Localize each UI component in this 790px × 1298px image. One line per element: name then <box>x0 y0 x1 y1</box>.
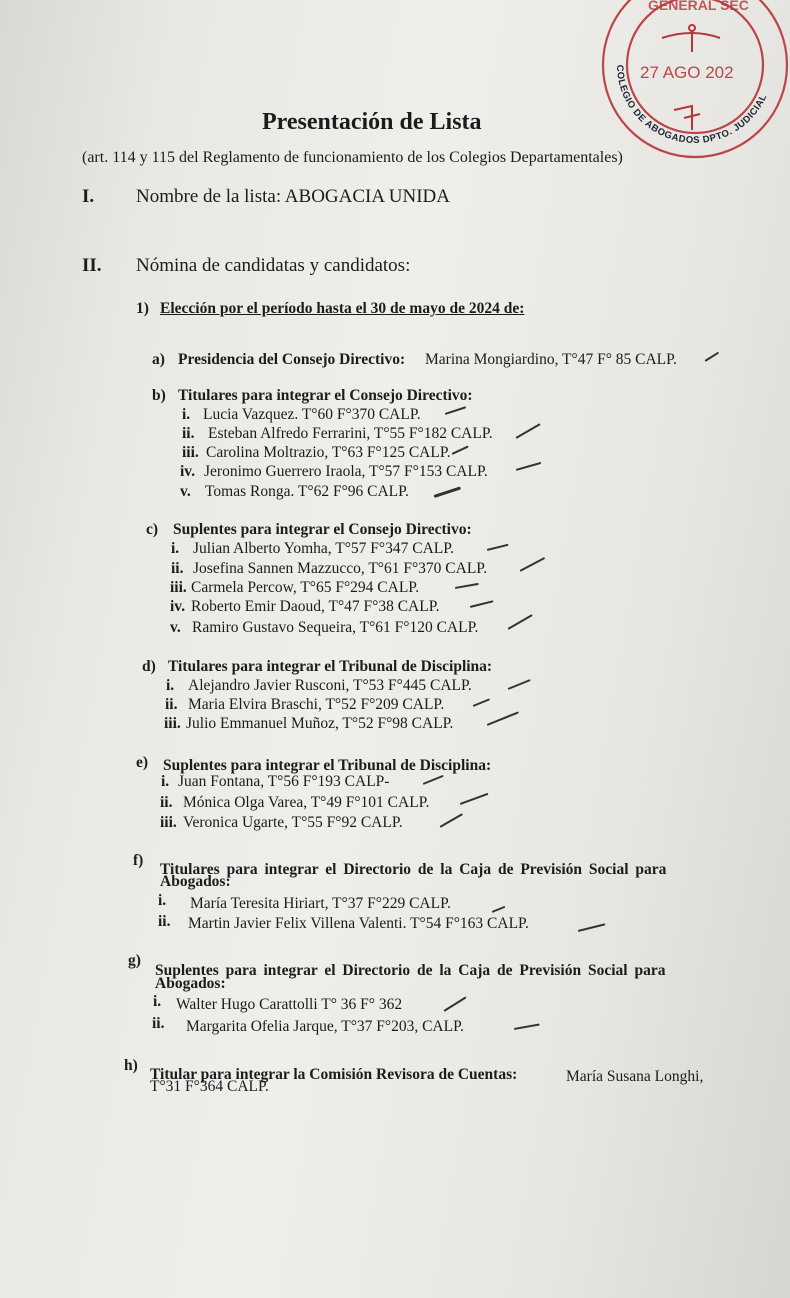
check-mark-icon <box>470 600 494 608</box>
item-a-letter: a) <box>152 351 165 368</box>
reference-line: (art. 114 y 115 del Reglamento de funcionamiento de los Colegios Departamentales) <box>82 149 623 166</box>
check-mark-icon <box>704 352 719 362</box>
list-item-number: i. <box>171 540 180 557</box>
item-h-value: María Susana Longhi, <box>566 1068 704 1085</box>
item-g-label-cont: Abogados: <box>155 975 226 992</box>
check-mark-icon <box>473 698 490 707</box>
stamp-date: 27 AGO 202 <box>640 63 734 82</box>
list-item-number: i. <box>182 406 191 423</box>
item-d-letter: d) <box>142 658 156 675</box>
item-e-letter: e) <box>136 754 149 771</box>
list-item-number: ii. <box>158 913 171 930</box>
item-f-label-cont: Abogados: <box>160 873 231 890</box>
check-mark-icon <box>452 445 469 454</box>
item-f-label: Titulares para integrar el Directorio de la Caja de Previsión Social para <box>160 861 667 878</box>
check-mark-icon <box>440 813 464 828</box>
list-item: Juan Fontana, T°56 F°193 CALP- <box>178 773 390 790</box>
section-1-number: I. <box>82 186 95 207</box>
check-mark-icon <box>487 711 519 726</box>
item-f-letter: f) <box>133 852 144 869</box>
list-item: Jeronimo Guerrero Iraola, T°57 F°153 CALP. <box>204 463 488 480</box>
check-mark-icon <box>514 1024 540 1030</box>
list-item: Julio Emmanuel Muñoz, T°52 F°98 CALP. <box>186 715 454 732</box>
check-mark-icon <box>434 486 462 498</box>
election-heading: Elección por el período hasta el 30 de mayo de 2024 de: <box>160 300 525 317</box>
section-2-heading: Nómina de candidatas y candidatos: <box>136 255 411 276</box>
item-e-label: Suplentes para integrar el Tribunal de Disciplina: <box>163 757 492 774</box>
list-item-number: iii. <box>182 444 199 461</box>
check-mark-icon <box>460 793 489 805</box>
list-item: Carmela Percow, T°65 F°294 CALP. <box>191 579 420 596</box>
check-mark-icon <box>487 544 509 551</box>
section-2-number: II. <box>82 255 102 276</box>
list-item: Lucia Vazquez. T°60 F°370 CALP. <box>203 406 421 423</box>
election-number: 1) <box>136 300 149 317</box>
list-item-number: ii. <box>160 794 173 811</box>
list-item: Carolina Moltrazio, T°63 F°125 CALP. <box>206 444 451 461</box>
list-item-number: ii. <box>182 425 195 442</box>
check-mark-icon <box>455 583 479 589</box>
list-item: Maria Elvira Braschi, T°52 F°209 CALP. <box>188 696 445 713</box>
list-item-number: i. <box>158 892 167 909</box>
list-item-number: ii. <box>171 560 184 577</box>
list-item-number: iii. <box>160 814 177 831</box>
list-item-number: iii. <box>170 579 187 596</box>
list-item: Julian Alberto Yomha, T°57 F°347 CALP. <box>193 540 455 557</box>
item-a-label: Presidencia del Consejo Directivo: <box>178 351 406 368</box>
check-mark-icon <box>508 679 531 690</box>
list-item: María Teresita Hiriart, T°37 F°229 CALP. <box>190 895 451 912</box>
list-item-number: v. <box>180 483 191 500</box>
list-item: Esteban Alfredo Ferrarini, T°55 F°182 CALP. <box>208 425 493 442</box>
list-item: Ramiro Gustavo Sequeira, T°61 F°120 CALP. <box>192 619 479 636</box>
item-h-label: Titular para integrar la Comisión Revisora de Cuentas: <box>150 1066 518 1083</box>
list-item-number: i. <box>153 993 162 1010</box>
page-title: Presentación de Lista <box>262 109 482 135</box>
list-item: Martin Javier Felix Villena Valenti. T°54 F°163 CALP. <box>188 915 529 932</box>
list-item-number: ii. <box>165 696 178 713</box>
item-b-label: Titulares para integrar el Consejo Directivo: <box>178 387 473 404</box>
check-mark-icon <box>492 906 506 913</box>
check-mark-icon <box>445 406 467 415</box>
list-item: Walter Hugo Carattolli T° 36 F° 362 <box>176 996 403 1013</box>
item-d-label: Titulares para integrar el Tribunal de Disciplina: <box>168 658 493 675</box>
check-mark-icon <box>578 923 606 932</box>
stamp-ring-text: COLEGIO DE ABOGADOS DPTO. JUDICIAL <box>613 64 770 147</box>
list-item: Veronica Ugarte, T°55 F°92 CALP. <box>183 814 403 831</box>
list-item: Tomas Ronga. T°62 F°96 CALP. <box>205 483 409 500</box>
official-stamp <box>600 0 790 160</box>
list-item-number: i. <box>166 677 175 694</box>
check-mark-icon <box>516 423 541 439</box>
list-item: Alejandro Javier Rusconi, T°53 F°445 CALP. <box>188 677 472 694</box>
stamp-top-text: GENERAL SEC <box>648 0 749 13</box>
item-a-value: Marina Mongiardino, T°47 F° 85 CALP. <box>425 351 677 368</box>
item-b-letter: b) <box>152 387 166 404</box>
list-item-number: iv. <box>170 598 186 615</box>
check-mark-icon <box>443 996 466 1011</box>
check-mark-icon <box>508 614 533 630</box>
list-item-number: iii. <box>164 715 181 732</box>
item-h-value-cont: T°31 F°364 CALP. <box>150 1078 269 1095</box>
list-item: Margarita Ofelia Jarque, T°37 F°203, CALP. <box>186 1018 464 1035</box>
list-item-number: ii. <box>152 1015 165 1032</box>
list-item: Roberto Emir Daoud, T°47 F°38 CALP. <box>191 598 440 615</box>
list-item: Josefina Sannen Mazzucco, T°61 F°370 CALP. <box>193 560 488 577</box>
check-mark-icon <box>516 462 542 471</box>
item-h-letter: h) <box>124 1057 138 1074</box>
check-mark-icon <box>423 775 444 785</box>
item-c-label: Suplentes para integrar el Consejo Directivo: <box>173 521 472 538</box>
list-item-number: v. <box>170 619 181 636</box>
item-g-letter: g) <box>128 952 141 969</box>
list-item-number: i. <box>161 773 170 790</box>
list-name: Nombre de la lista: ABOGACIA UNIDA <box>136 186 450 207</box>
list-item-number: iv. <box>180 463 196 480</box>
list-item: Mónica Olga Varea, T°49 F°101 CALP. <box>183 794 430 811</box>
item-c-letter: c) <box>146 521 159 538</box>
item-g-label: Suplentes para integrar el Directorio de la Caja de Previsión Social para <box>155 962 666 979</box>
check-mark-icon <box>520 557 546 572</box>
